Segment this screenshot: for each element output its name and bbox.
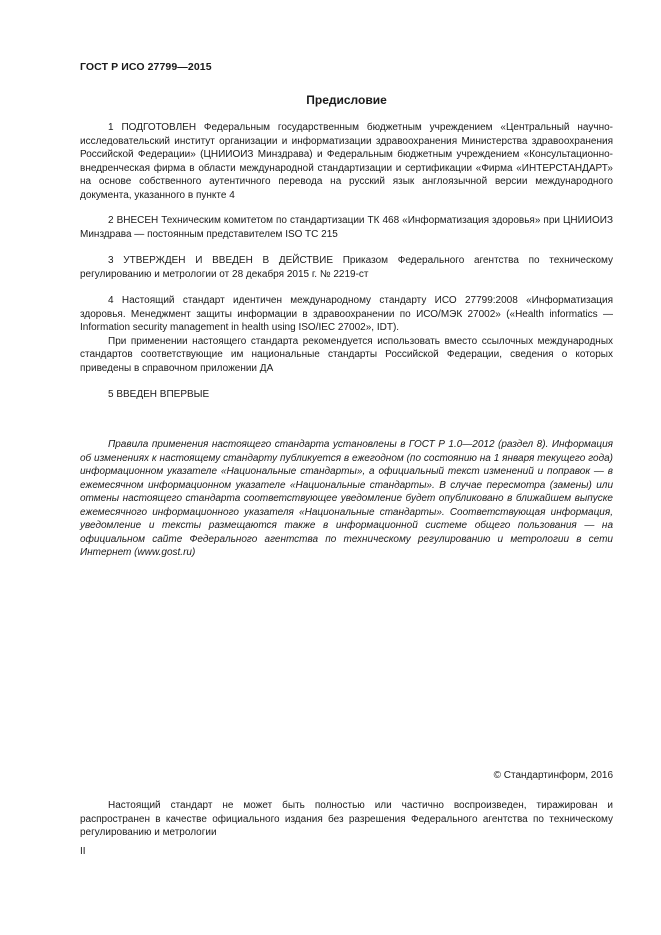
reproduction-notice xyxy=(80,799,613,840)
document-header: ГОСТ Р ИСО 27799—2015 xyxy=(80,61,212,73)
page-title: Предисловие xyxy=(306,93,387,107)
paragraph-2 xyxy=(80,214,613,241)
reproduction-notice-text: Настоящий стандарт не может быть полностью или частично воспроизведен, тиражирован и распространен в качестве официального издания без разрешения Федерального агентства по техническому регулированию и метрологии xyxy=(80,800,613,838)
paragraph-4 xyxy=(80,294,613,375)
paragraph-1 xyxy=(80,121,613,202)
paragraph-4-note: При применении настоящего стандарта рекомендуется использовать вместо ссылочных международных стандартов соответствующие им национальные стандарты Российской Федерации, сведения о которых приведены в справочном приложении ДА xyxy=(80,335,613,374)
paragraph-4-text: 4 Настоящий стандарт идентичен международному стандарту ИСО 27799:2008 «Информатизация здоровья. Менеджмент защиты информации в здравоохранении по ИСО/МЭК 27002» («Health informatics — Information security management in health using ISO/IEC 27002», IDT). xyxy=(80,295,613,333)
paragraph-1-text: 1 ПОДГОТОВЛЕН Федеральным государственным бюджетным учреждением «Центральный научно-исследовательский институт организации и информатизации здравоохранения Министерства здравоохранения Российской Федерации» (ЦНИИОИЗ Минздрава) и Федеральным бюджетным учреждением «Консультационно-внедренческая фирма в области международной стандартизации и сертификации «Фирма «ИНТЕРСТАНДАРТ» на основе собственного аутентичного перевода на русский язык англоязычной версии международного документа, указанного в пункте 4 xyxy=(80,122,613,201)
paragraph-5-text: 5 ВВЕДЕН ВПЕРВЫЕ xyxy=(108,389,210,400)
copyright: © Стандартинформ, 2016 xyxy=(493,770,613,781)
rules-note-text: Правила применения настоящего стандарта установлены в ГОСТ Р 1.0—2012 (раздел 8). Информация об изменениях к настоящему стандарту публикуется в ежегодном (по состоянию на 1 января текущего года) информационном указателе «Национальные стандарты», а официальный текст изменений и поправок — в ежемесячном информационном указателе «Национальные стандарты». В случае пересмотра (замены) или отмены настоящего стандарта соответствующее уведомление будет опубликовано в ближайшем выпуске ежемесячного информационного указателя «Национальные стандарты». Соответствующая информация, уведомление и тексты размещаются также в информационной системе общего пользования — на официальном сайте Федерального агентства по техническому регулированию и метрологии в сети Интернет (www.gost.ru) xyxy=(80,439,613,558)
paragraph-2-text: 2 ВНЕСЕН Техническим комитетом по стандартизации ТК 468 «Информатизация здоровья» при ЦНИИОИЗ Минздрава — постоянным представителем ISO TC 215 xyxy=(80,215,613,240)
rules-note xyxy=(80,438,613,560)
page-number: II xyxy=(80,846,86,857)
paragraph-3-text: 3 УТВЕРЖДЕН И ВВЕДЕН В ДЕЙСТВИЕ Приказом Федерального агентства по техническому регулированию и метрологии от 28 декабря 2015 г. № 2219-ст xyxy=(80,255,613,280)
paragraph-5 xyxy=(80,388,613,402)
paragraph-3 xyxy=(80,254,613,281)
